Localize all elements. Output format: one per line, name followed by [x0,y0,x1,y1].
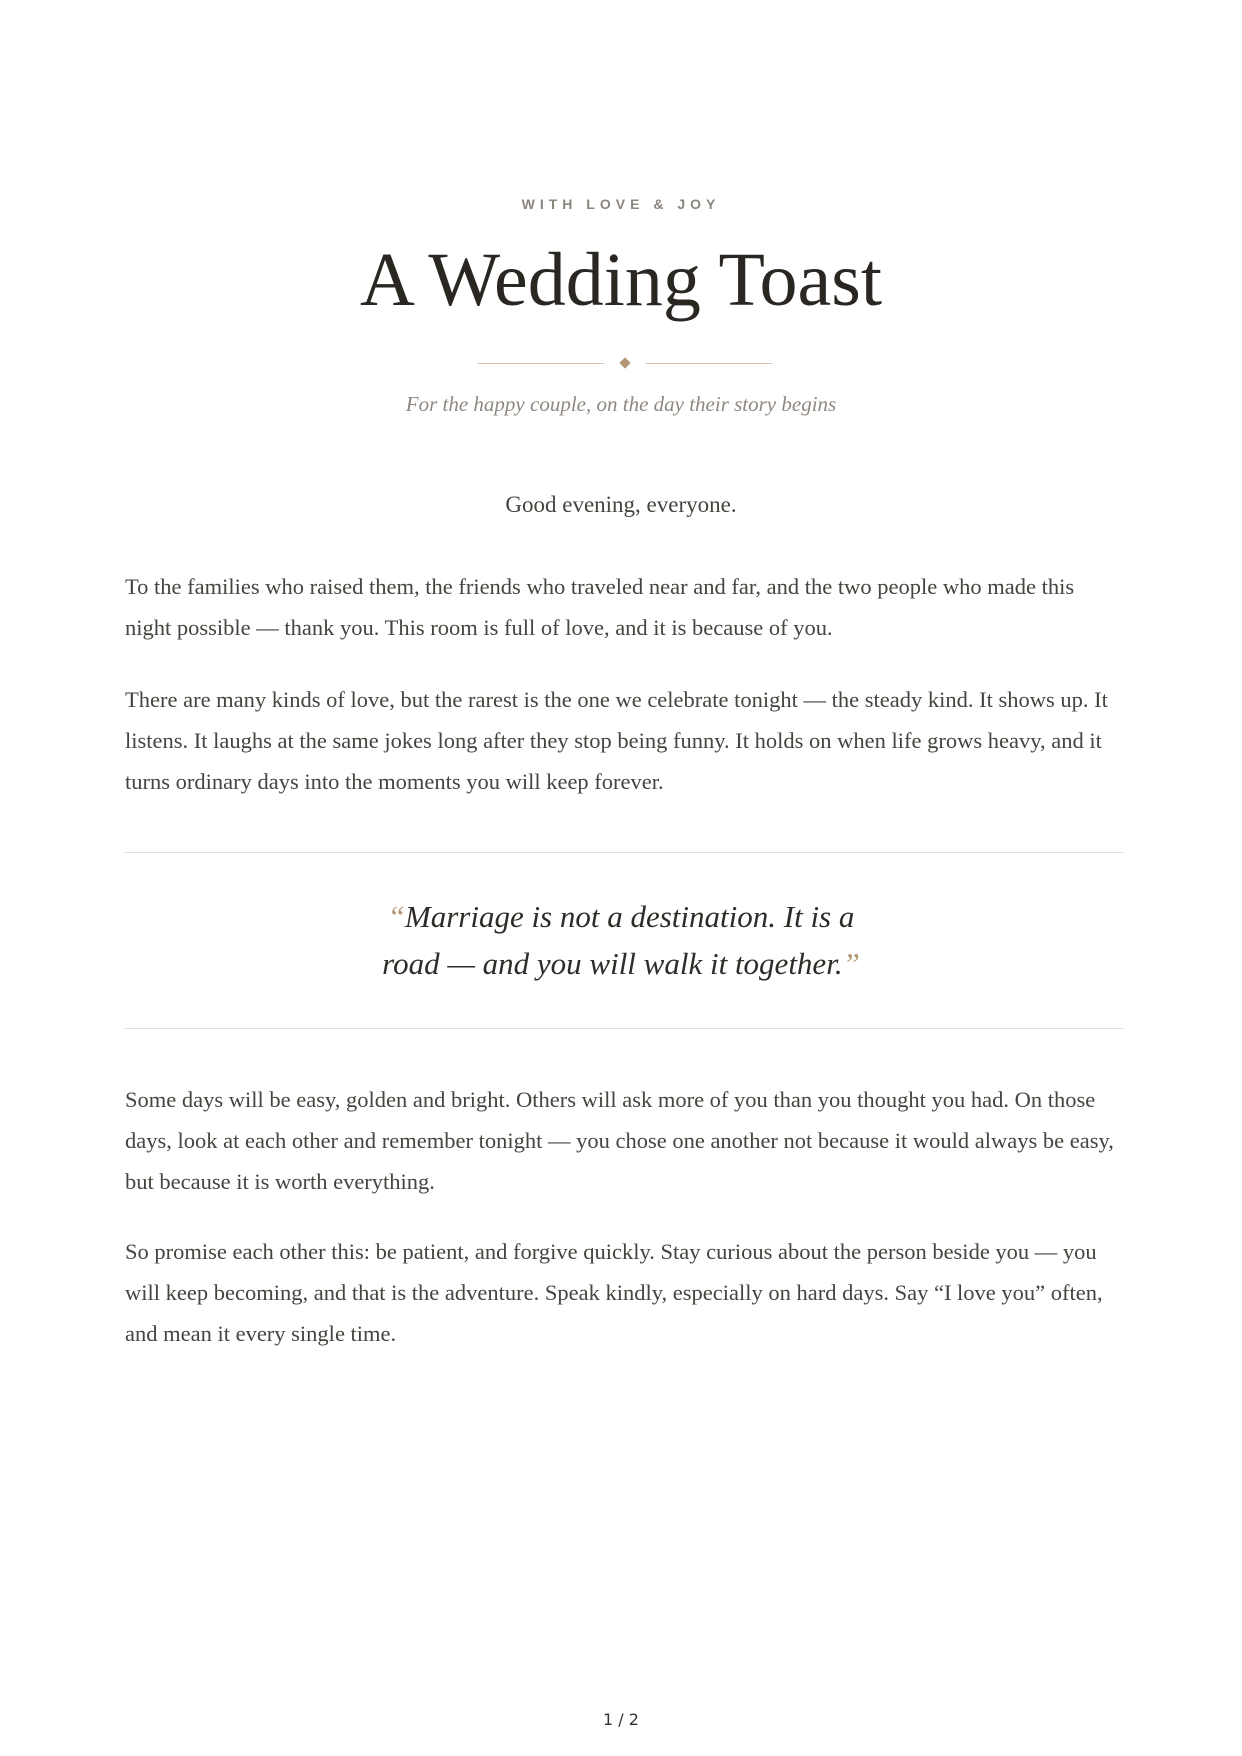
quote-rule-bottom [125,1028,1123,1029]
eyebrow-label: WITH LOVE & JOY [521,196,721,212]
quote-text: Marriage is not a destination. It is a road — and you will walk it together. [382,899,855,981]
quote-rule-top [125,852,1123,853]
ornament-line-right [646,363,772,364]
close-quote-mark: ” [842,946,860,981]
paragraph-hard-days: Some days will be easy, golden and bright. Others will ask more of you than you thought you had. On those days, look at each other and remember tonight — you chose one another not because it would always be easy, but because it is worth everything. [125,1087,1114,1194]
diamond-icon [619,357,630,368]
page-title: A Wedding Toast [360,238,882,322]
greeting: Good evening, everyone. [505,492,737,517]
paragraph-thanks: To the families who raised them, the friends who traveled near and far, and the two people who made this night possible — thank you. This room is full of love, and it is because of you. [125,574,1075,640]
open-quote-mark: “ [387,899,405,934]
ornament-line-left [478,363,604,364]
pull-quote [371,893,871,987]
page-number: 1 / 2 [603,1710,639,1729]
page-subtitle: For the happy couple, on the day their story begins [405,392,837,416]
paragraph-love: There are many kinds of love, but the rarest is the one we celebrate tonight — the steady kind. It shows up. It listens. It laughs at the same jokes long after they stop being funny. It holds on when life grows heavy, and it turns ordinary days into the moments you will keep forever. [125,687,1108,794]
paragraph-promise: So promise each other this: be patient, and forgive quickly. Stay curious about the person beside you — you will keep becoming, and that is the adventure. Speak kindly, especially on hard days. Say “I love you” often, and mean it every single time. [125,1239,1103,1346]
ornament-divider [478,355,772,371]
